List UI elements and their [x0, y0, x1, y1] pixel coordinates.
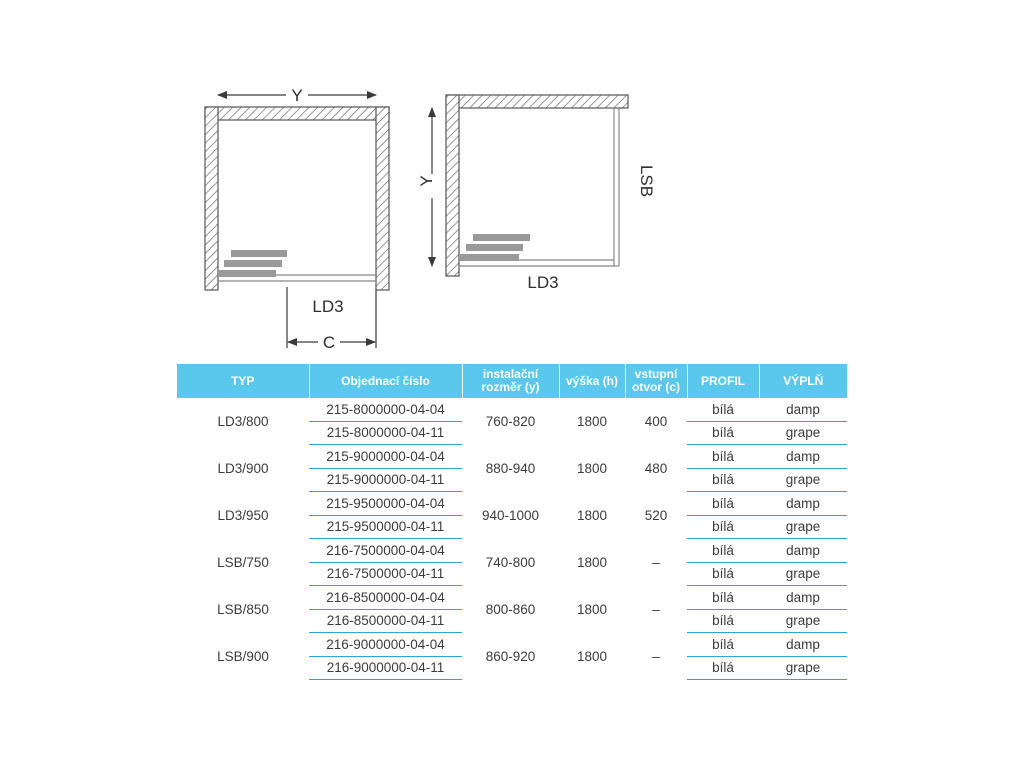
col-header-typ: TYP [177, 364, 309, 398]
cell-cislo: 215-8000000-04-04 [309, 398, 462, 421]
cell-vypln: damp [759, 445, 847, 469]
cell-cislo: 216-8500000-04-04 [309, 586, 462, 610]
spec-table [177, 364, 847, 680]
technical-diagrams [0, 0, 1024, 365]
cell-cislo: 215-9500000-04-11 [309, 515, 462, 539]
door-panel-icon [224, 260, 282, 267]
cell-profil: bílá [687, 468, 759, 492]
cell-otvor: 520 [644, 507, 668, 523]
cell-cislo: 215-9500000-04-04 [309, 492, 462, 516]
cell-cislo: 216-7500000-04-04 [309, 539, 462, 563]
cell-rozmer: 880-940 [485, 460, 536, 476]
cell-typ: LSB/900 [217, 648, 269, 664]
dim-y-label: Y [417, 175, 436, 187]
model-label: LD3 [527, 273, 559, 292]
cell-vypln: grape [759, 656, 847, 680]
cell-profil: bílá [687, 492, 759, 516]
cell-vyska: 1800 [576, 413, 608, 429]
cell-otvor: – [652, 648, 660, 664]
cell-cislo: 215-9000000-04-11 [309, 468, 462, 492]
side-panel-label: LSB [637, 164, 656, 198]
cell-vypln: grape [759, 421, 847, 445]
cell-profil: bílá [687, 633, 759, 657]
cell-rozmer: 740-800 [485, 554, 536, 570]
cell-vypln: damp [759, 586, 847, 610]
cell-cislo: 216-9000000-04-04 [309, 633, 462, 657]
table-row [177, 586, 847, 610]
cell-vyska: 1800 [576, 507, 608, 523]
door-panel-icon [466, 244, 523, 251]
cell-typ: LD3/900 [217, 460, 269, 476]
cell-vypln: damp [759, 398, 847, 421]
cell-vypln: damp [759, 539, 847, 563]
door-panel-icon [460, 254, 519, 261]
cell-otvor: 480 [644, 460, 668, 476]
model-label: LD3 [312, 297, 344, 316]
table-row [177, 398, 847, 421]
table-row [177, 539, 847, 563]
cell-rozmer: 860-920 [485, 648, 536, 664]
cell-cislo: 216-7500000-04-11 [309, 562, 462, 586]
cell-typ: LD3/800 [217, 413, 269, 429]
cell-otvor: – [652, 554, 660, 570]
cell-vypln: grape [759, 468, 847, 492]
diagram-ld3 [205, 86, 389, 352]
cell-cislo: 216-9000000-04-11 [309, 656, 462, 680]
cell-rozmer: 940-1000 [481, 507, 540, 523]
dim-y-label: Y [291, 86, 303, 105]
cell-otvor: 400 [644, 413, 668, 429]
cell-otvor: – [652, 601, 660, 617]
cell-profil: bílá [687, 656, 759, 680]
cell-profil: bílá [687, 609, 759, 633]
cell-profil: bílá [687, 421, 759, 445]
table-row [177, 445, 847, 469]
door-panel-icon [473, 234, 530, 241]
cell-profil: bílá [687, 562, 759, 586]
cell-cislo: 216-8500000-04-11 [309, 609, 462, 633]
cell-profil: bílá [687, 539, 759, 563]
col-header-cislo: Objednací číslo [309, 364, 462, 398]
cell-vypln: grape [759, 609, 847, 633]
cell-typ: LSB/850 [217, 601, 269, 617]
cell-cislo: 215-9000000-04-04 [309, 445, 462, 469]
table-header-row [177, 364, 847, 398]
table-row [177, 492, 847, 516]
diagram-lsb [417, 95, 656, 292]
col-header-rozmer: instalační rozměr (y) [462, 364, 559, 398]
cell-profil: bílá [687, 445, 759, 469]
door-panel-icon [218, 270, 276, 277]
cell-vyska: 1800 [576, 460, 608, 476]
table-row [177, 633, 847, 657]
cell-profil: bílá [687, 515, 759, 539]
col-header-vypln: VÝPLŇ [759, 364, 847, 398]
cell-typ: LSB/750 [217, 554, 269, 570]
col-header-vyska: výška (h) [559, 364, 625, 398]
cell-rozmer: 800-860 [485, 601, 536, 617]
dim-c-label: C [322, 333, 336, 352]
cell-vyska: 1800 [576, 601, 608, 617]
cell-vypln: grape [759, 562, 847, 586]
cell-profil: bílá [687, 398, 759, 421]
cell-vypln: damp [759, 633, 847, 657]
col-header-profil: PROFIL [687, 364, 759, 398]
cell-vypln: damp [759, 492, 847, 516]
door-panel-icon [231, 250, 287, 257]
cell-cislo: 215-8000000-04-11 [309, 421, 462, 445]
col-header-otvor: vstupní otvor (c) [625, 364, 687, 398]
cell-vyska: 1800 [576, 554, 608, 570]
cell-rozmer: 760-820 [485, 413, 536, 429]
cell-profil: bílá [687, 586, 759, 610]
cell-vyska: 1800 [576, 648, 608, 664]
cell-typ: LD3/950 [217, 507, 269, 523]
cell-vypln: grape [759, 515, 847, 539]
